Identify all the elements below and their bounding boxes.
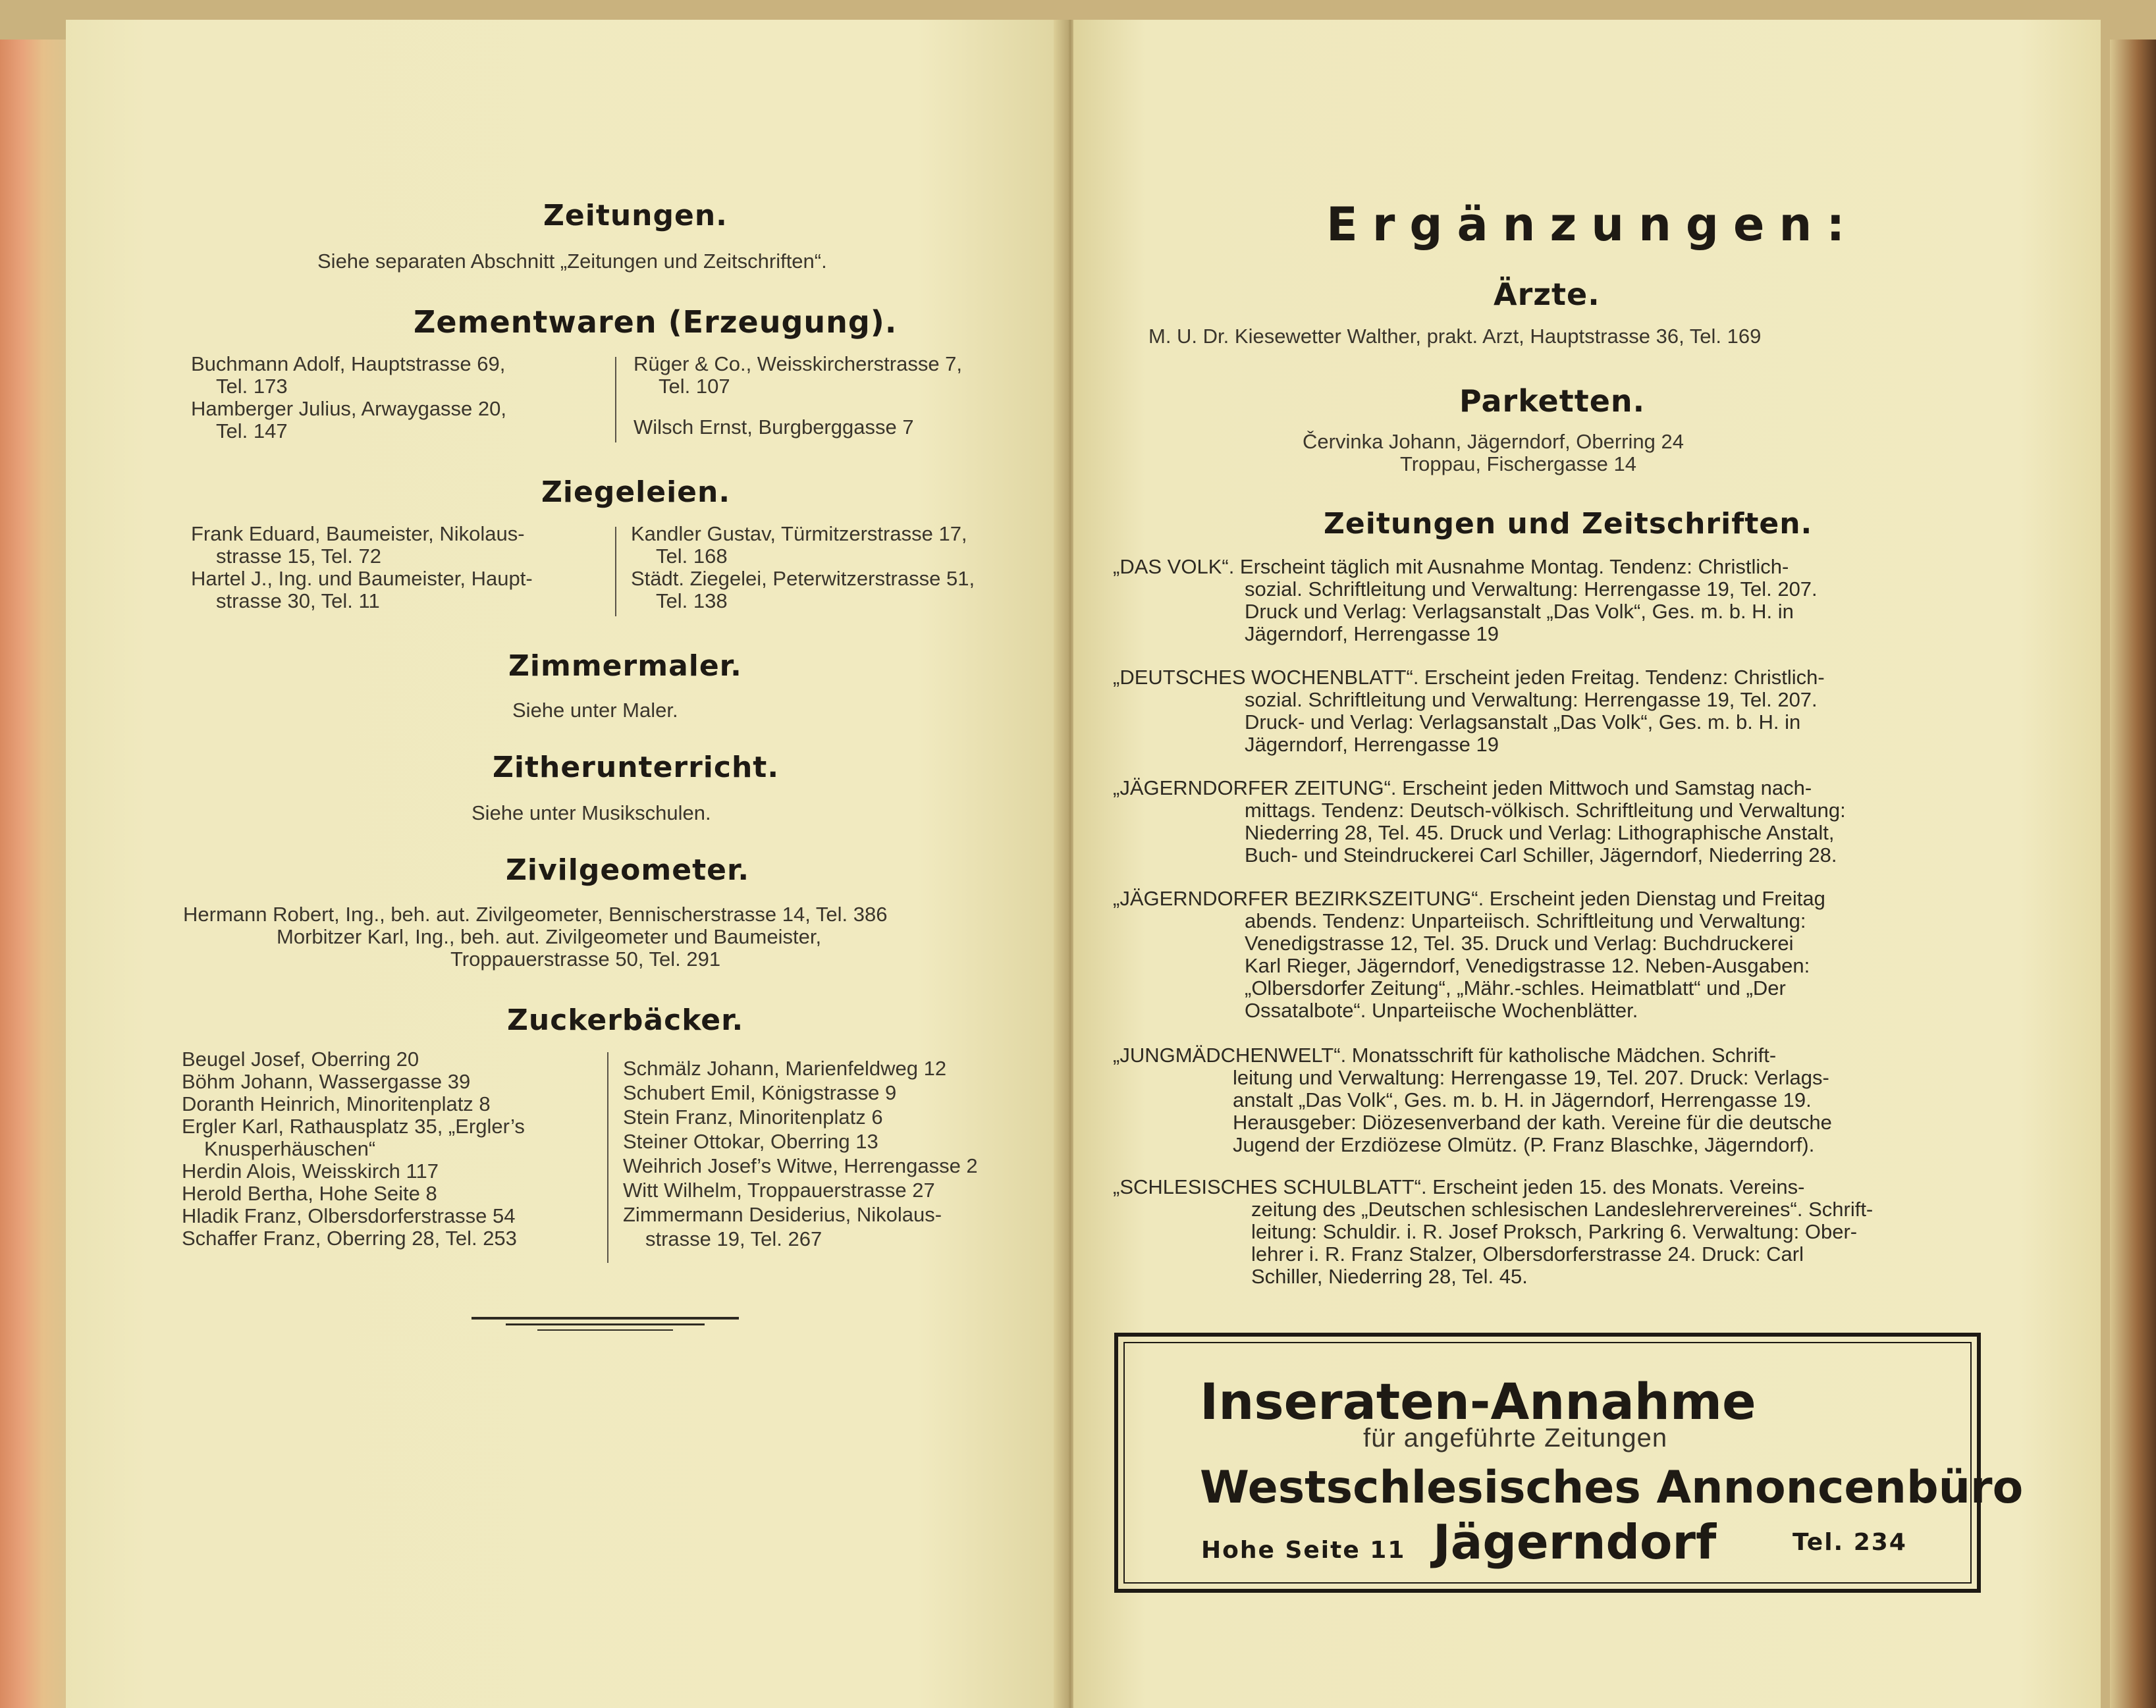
entry-lead: „JUNGMÄDCHENWELT“. Monatsschrift für katholische Mädchen. Schrift- [1113,1044,1777,1067]
list-item: Böhm Johann, Wassergasse 39 [182,1070,471,1093]
entry-schulblatt [1113,1176,1969,1288]
entry-body: zeitung des „Deutschen schlesischen Landeslehrervereines“. Schrift- leitung: Schuldir. i. R. Josef Proksch, Parkring 6. Verwaltung: Ober- lehrer i. R. Franz Stalzer, Olbersdorferstrasse 24. Druck: Carl Schiller, Niederring 28, Tel. 45. [1251,1198,1873,1288]
list-item: Tel. 138 [656,589,728,612]
zivilgeometer-line-1: Hermann Robert, Ing., beh. aut. Zivilgeometer, Bennischerstrasse 14, Tel. 386 [183,903,888,926]
ziegeleien-col1 [191,523,619,612]
closing-rule [472,1317,739,1320]
ad-subtitle: für angeführte Zeitungen [1363,1424,1668,1453]
page-title: Ergänzungen: [1326,198,1860,252]
zuckerbaecker-col1 [182,1048,603,1250]
entry-lead: „JÄGERNDORFER BEZIRKSZEITUNG“. Erscheint jeden Dienstag und Freitag [1113,887,1825,910]
list-item: Tel. 147 [216,419,288,442]
list-item: Witt Wilhelm, Troppauerstrasse 27 [623,1179,935,1202]
list-item: Steiner Ottokar, Oberring 13 [623,1130,878,1153]
ad-company: Westschlesisches Annoncenbüro [1200,1462,2024,1514]
ad-phone: Tel. 234 [1792,1529,1907,1556]
column-divider [607,1052,608,1263]
entry-lead: „SCHLESISCHES SCHULBLATT“. Erscheint jeden 15. des Monats. Vereins- [1113,1175,1805,1198]
entry-body: sozial. Schriftleitung und Verwaltung: Herrengasse 19, Tel. 207. Druck- und Verlag: Verlagsanstalt „Das Volk“, Ges. m. b. H. in Jägerndorf, Herrengasse 19 [1245,688,1818,756]
entry-jungmaedchenwelt [1113,1044,1969,1156]
list-item: Wilsch Ernst, Burgberggasse 7 [633,415,914,439]
list-item: Zimmermann Desiderius, Nikolaus- [623,1203,942,1226]
list-item: Schubert Emil, Königstrasse 9 [623,1081,897,1104]
list-item: Doranth Heinrich, Minoritenplatz 8 [182,1092,491,1115]
page-edges-left [0,40,72,1708]
list-item: Hamberger Julius, Arwaygasse 20, [191,397,507,420]
closing-rule [537,1329,673,1331]
zeitungen-note: Siehe separaten Abschnitt „Zeitungen und Zeitschriften“. [317,250,827,273]
list-item: Herdin Alois, Weisskirch 117 [182,1160,439,1183]
list-item: Hartel J., Ing. und Baumeister, Haupt- [191,567,533,590]
zimmermaler-note: Siehe unter Maler. [512,699,678,722]
entry-bezirkszeitung [1113,888,1969,1022]
list-item: Rüger & Co., Weisskircherstrasse 7, [633,352,963,375]
heading-zuckerbaecker: Zuckerbäcker. [507,1003,744,1037]
ad-city: Jägerndorf [1433,1514,1717,1570]
list-item: Frank Eduard, Baumeister, Nikolaus- [191,522,525,545]
ziegeleien-col2 [631,523,1059,612]
zivilgeometer-line-2: Morbitzer Karl, Ing., beh. aut. Zivilgeometer und Baumeister, [277,925,822,948]
entry-deutsches-wochenblatt [1113,666,1969,756]
list-item: Kandler Gustav, Türmitzerstrasse 17, [631,522,967,545]
zuckerbaecker-col2 [623,1056,1044,1251]
zementwaren-col1 [191,353,612,442]
zitherunterricht-note: Siehe unter Musikschulen. [472,801,711,824]
list-item: Tel. 173 [216,375,288,398]
heading-zimmermaler: Zimmermaler. [508,649,742,683]
list-item: Schmälz Johann, Marienfeldweg 12 [623,1057,947,1080]
list-item: Schaffer Franz, Oberring 28, Tel. 253 [182,1227,517,1250]
entry-body: abends. Tendenz: Unparteiisch. Schriftleitung und Verwaltung: Venedigstrasse 12, Tel. 35. Druck und Verlag: Buchdruckerei Karl Rieger, Jägerndorf, Venedigstrasse 12. Neben-Ausgaben: „Olbersdorfer Zeitung“, „Mähr.-schles. Heimatblatt“ und „Der Ossatalbote“. Unparteiische Wochenblätter. [1245,909,1810,1022]
entry-lead: „JÄGERNDORFER ZEITUNG“. Erscheint jeden Mittwoch und Samstag nach- [1113,776,1812,799]
list-item: strasse 19, Tel. 267 [645,1227,822,1250]
parketten-line-2: Troppau, Fischergasse 14 [1400,452,1636,475]
list-item: Knusperhäuschen“ [204,1137,376,1160]
heading-zementwaren: Zementwaren (Erzeugung). [414,304,898,340]
heading-ziegeleien: Ziegeleien. [541,475,731,509]
list-item: Tel. 168 [656,545,728,568]
list-item: strasse 15, Tel. 72 [216,545,382,568]
list-item: Herold Bertha, Hohe Seite 8 [182,1182,437,1205]
column-divider [615,357,616,442]
column-divider [615,527,616,616]
list-item: Ergler Karl, Rathausplatz 35, „Ergler’s [182,1115,525,1138]
heading-zitherunterricht: Zitherunterricht. [493,751,780,784]
entry-body: leitung und Verwaltung: Herrengasse 19, Tel. 207. Druck: Verlags- anstalt „Das Volk“, Ges. m. b. H. in Jägerndorf, Herrengasse 19. Herausgeber: Diözesenverband der kath. Vereine für die deutsche Jugend der Erzdiözese Olmütz. (P. Franz Blaschke, Jägerndorf). [1233,1066,1832,1156]
entry-lead: „DEUTSCHES WOCHENBLATT“. Erscheint jeden Freitag. Tendenz: Christlich- [1113,666,1825,689]
heading-parketten: Parketten. [1459,383,1646,419]
list-item: Weihrich Josef’s Witwe, Herrengasse 2 [623,1154,978,1177]
list-item: Städt. Ziegelei, Peterwitzerstrasse 51, [631,567,975,590]
closing-rule [506,1323,705,1325]
heading-zivilgeometer: Zivilgeometer. [506,853,750,887]
heading-aerzte: Ärzte. [1494,277,1600,312]
ad-address: Hohe Seite 11 [1201,1537,1406,1564]
list-item: Buchmann Adolf, Hauptstrasse 69, [191,352,506,375]
aerzte-line: M. U. Dr. Kiesewetter Walther, prakt. Arzt, Hauptstrasse 36, Tel. 169 [1148,325,1762,348]
list-item: Beugel Josef, Oberring 20 [182,1048,419,1071]
list-item: Stein Franz, Minoritenplatz 6 [623,1106,883,1129]
ad-title: Inseraten-Annahme [1200,1372,1756,1431]
entry-lead: „DAS VOLK“. Erscheint täglich mit Ausnahme Montag. Tendenz: Christlich- [1113,555,1789,578]
entry-das-volk [1113,556,1969,645]
heading-zeitschriften: Zeitungen und Zeitschriften. [1324,507,1813,541]
parketten-line-1: Červinka Johann, Jägerndorf, Oberring 24 [1303,430,1684,453]
zementwaren-col2 [633,353,1055,439]
list-item: Tel. 107 [659,375,730,398]
zivilgeometer-line-3: Troppauerstrasse 50, Tel. 291 [450,947,721,971]
entry-body: mittags. Tendenz: Deutsch-völkisch. Schriftleitung und Verwaltung: Niederring 28, Tel. 45. Druck und Verlag: Lithographische Anstalt, Buch- und Steindruckerei Carl Schiller, Jägerndorf, Niederring 28. [1245,799,1846,867]
list-item: Hladik Franz, Olbersdorferstrasse 54 [182,1204,516,1227]
entry-body: sozial. Schriftleitung und Verwaltung: Herrengasse 19, Tel. 207. Druck und Verlag: Verlagsanstalt „Das Volk“, Ges. m. b. H. in Jägerndorf, Herrengasse 19 [1245,577,1818,645]
page-edges-right [2110,40,2156,1708]
entry-jaegerndorfer-zeitung [1113,777,1969,867]
heading-zeitungen: Zeitungen. [543,199,728,232]
list-item: strasse 30, Tel. 11 [216,589,380,612]
